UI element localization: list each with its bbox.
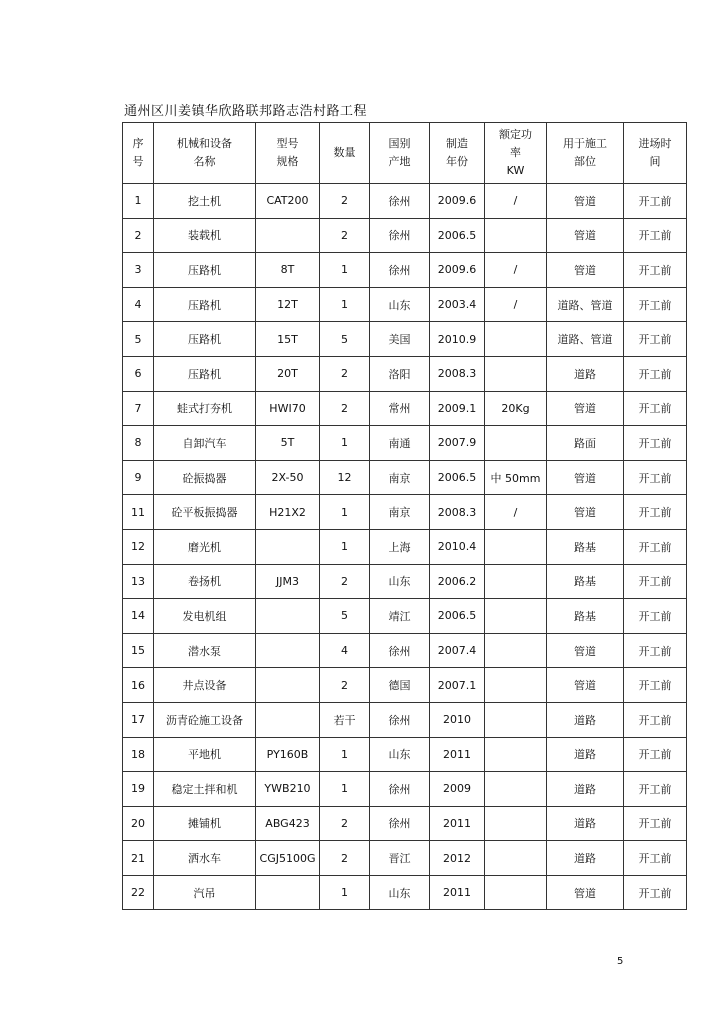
table-cell: 2X-50 (256, 460, 320, 495)
table-row (123, 875, 687, 910)
table-cell: 2 (320, 218, 370, 253)
table-cell: 5 (320, 599, 370, 634)
table-cell: CAT200 (256, 184, 320, 219)
table-cell: 山东 (370, 737, 430, 772)
table-cell: 沥青砼施工设备 (154, 702, 256, 737)
table-cell: 1 (123, 184, 154, 219)
table-cell: 道路、管道 (547, 322, 624, 357)
table-cell: 2007.1 (430, 668, 485, 703)
table-cell: 12 (123, 529, 154, 564)
table-cell: 开工前 (624, 460, 687, 495)
table-cell: 1 (320, 772, 370, 807)
table-cell: 开工前 (624, 218, 687, 253)
table-cell: 1 (320, 529, 370, 564)
table-row (123, 599, 687, 634)
table-cell: 开工前 (624, 391, 687, 426)
table-cell: 15 (123, 633, 154, 668)
table-row (123, 737, 687, 772)
table-cell: 洒水车 (154, 841, 256, 876)
table-cell: 砼平板振捣器 (154, 495, 256, 530)
table-cell: 道路 (547, 702, 624, 737)
column-header (256, 123, 320, 184)
table-cell: 4 (123, 287, 154, 322)
table-cell: 道路 (547, 772, 624, 807)
table-cell: / (485, 184, 547, 219)
table-cell: 发电机组 (154, 599, 256, 634)
table-cell: 开工前 (624, 426, 687, 461)
table-cell: 1 (320, 875, 370, 910)
table-cell: 徐州 (370, 184, 430, 219)
table-cell: 2 (320, 841, 370, 876)
table-row (123, 495, 687, 530)
table-cell: 砼振捣器 (154, 460, 256, 495)
column-header (123, 123, 154, 184)
table-cell: 2010 (430, 702, 485, 737)
table-cell: 2010.4 (430, 529, 485, 564)
column-header-line: 序 (132, 137, 144, 150)
table-cell: 开工前 (624, 841, 687, 876)
table-cell: 晋江 (370, 841, 430, 876)
column-header-line: 型号 (276, 137, 299, 150)
table-cell: 开工前 (624, 322, 687, 357)
table-cell: H21X2 (256, 495, 320, 530)
column-header-line: 进场时 (638, 137, 672, 150)
table-cell: 管道 (547, 875, 624, 910)
table-cell: 上海 (370, 529, 430, 564)
table-cell: 7 (123, 391, 154, 426)
table-cell: 2006.2 (430, 564, 485, 599)
table-row (123, 184, 687, 219)
table-row (123, 529, 687, 564)
column-header (624, 123, 687, 184)
table-row (123, 322, 687, 357)
table-cell: 20 (123, 806, 154, 841)
table-cell: 道路 (547, 356, 624, 391)
table-cell: 14 (123, 599, 154, 634)
table-cell: 徐州 (370, 806, 430, 841)
table-cell: 12 (320, 460, 370, 495)
equipment-table (122, 122, 687, 910)
table-cell: ABG423 (256, 806, 320, 841)
column-header (370, 123, 430, 184)
table-row (123, 218, 687, 253)
table-cell: 开工前 (624, 668, 687, 703)
table-cell: 13 (123, 564, 154, 599)
table-cell: 17 (123, 702, 154, 737)
table-cell: 路基 (547, 564, 624, 599)
table-cell: 摊铺机 (154, 806, 256, 841)
table-cell (256, 668, 320, 703)
table-row (123, 356, 687, 391)
table-cell: 管道 (547, 253, 624, 288)
table-cell: 管道 (547, 633, 624, 668)
table-row (123, 460, 687, 495)
table-cell: 管道 (547, 460, 624, 495)
column-header-line: 号 (132, 155, 144, 168)
document-title: 通州区川姜镇华欣路联邦路志浩村路工程 (124, 104, 368, 119)
table-cell: 9 (123, 460, 154, 495)
column-header (154, 123, 256, 184)
table-cell: 路基 (547, 599, 624, 634)
table-cell: 压路机 (154, 253, 256, 288)
table-cell: 2 (320, 356, 370, 391)
table-cell: 压路机 (154, 287, 256, 322)
table-cell (256, 702, 320, 737)
table-cell: 开工前 (624, 702, 687, 737)
table-cell: 徐州 (370, 633, 430, 668)
table-cell (256, 633, 320, 668)
table-cell (256, 218, 320, 253)
table-cell: PY160B (256, 737, 320, 772)
table-cell: 开工前 (624, 875, 687, 910)
table-row (123, 633, 687, 668)
table-cell (256, 875, 320, 910)
table-cell: 2006.5 (430, 218, 485, 253)
table-cell: 中 50mm (485, 460, 547, 495)
table-cell: 2003.4 (430, 287, 485, 322)
table-cell: 2010.9 (430, 322, 485, 357)
table-cell: 管道 (547, 668, 624, 703)
header-row (123, 123, 687, 184)
table-cell: 2007.9 (430, 426, 485, 461)
table-cell: 蛙式打夯机 (154, 391, 256, 426)
table-cell: 2 (123, 218, 154, 253)
table-cell: 德国 (370, 668, 430, 703)
table-cell: 开工前 (624, 772, 687, 807)
table-cell: 1 (320, 287, 370, 322)
table-cell: 开工前 (624, 529, 687, 564)
table-cell: 2009 (430, 772, 485, 807)
table-cell: 自卸汽车 (154, 426, 256, 461)
table-cell: 18 (123, 737, 154, 772)
table-cell: 道路 (547, 806, 624, 841)
table-cell: 山东 (370, 875, 430, 910)
table-cell (485, 772, 547, 807)
column-header-line: 机械和设备 (177, 137, 232, 150)
column-header (430, 123, 485, 184)
table-cell (485, 875, 547, 910)
table-cell: 徐州 (370, 218, 430, 253)
table-cell: 15T (256, 322, 320, 357)
table-cell: 21 (123, 841, 154, 876)
table-cell: 2 (320, 668, 370, 703)
table-cell: 徐州 (370, 253, 430, 288)
table-cell: 徐州 (370, 702, 430, 737)
table-cell: / (485, 253, 547, 288)
column-header-line: 规格 (276, 155, 299, 168)
table-cell: 道路 (547, 737, 624, 772)
table-cell: HWI70 (256, 391, 320, 426)
table-cell: 南通 (370, 426, 430, 461)
column-header-line: KW (506, 164, 525, 177)
table-cell: 路基 (547, 529, 624, 564)
table-cell (485, 529, 547, 564)
table-cell: 2 (320, 391, 370, 426)
table-cell (485, 564, 547, 599)
table-cell: 平地机 (154, 737, 256, 772)
table-cell: 6 (123, 356, 154, 391)
table-cell: 22 (123, 875, 154, 910)
table-cell (485, 806, 547, 841)
column-header-line: 产地 (388, 155, 411, 168)
table-cell (485, 356, 547, 391)
table-cell: 管道 (547, 218, 624, 253)
table-cell: 装载机 (154, 218, 256, 253)
table-cell (485, 633, 547, 668)
table-row (123, 841, 687, 876)
column-header (547, 123, 624, 184)
table-cell (256, 599, 320, 634)
table-cell: 靖江 (370, 599, 430, 634)
table-cell: 开工前 (624, 287, 687, 322)
table-row (123, 253, 687, 288)
table-cell: 11 (123, 495, 154, 530)
table-body (123, 184, 687, 910)
table-cell (485, 218, 547, 253)
table-cell: 20Kg (485, 391, 547, 426)
table-cell: 山东 (370, 564, 430, 599)
table-cell: 磨光机 (154, 529, 256, 564)
column-header-line: 年份 (446, 155, 468, 168)
table-cell: 山东 (370, 287, 430, 322)
column-header-line: 国别 (388, 137, 411, 150)
table-cell: JJM3 (256, 564, 320, 599)
table-cell: 道路、管道 (547, 287, 624, 322)
table-cell: 1 (320, 426, 370, 461)
table-cell: 3 (123, 253, 154, 288)
table-cell: 若干 (320, 702, 370, 737)
column-header (485, 123, 547, 184)
table-header (123, 123, 687, 184)
table-cell: 2011 (430, 806, 485, 841)
table-cell: 5T (256, 426, 320, 461)
table-cell: 1 (320, 737, 370, 772)
table-cell: 2 (320, 806, 370, 841)
table-row (123, 391, 687, 426)
table-cell: 南京 (370, 495, 430, 530)
table-cell: / (485, 287, 547, 322)
column-header-line: 名称 (193, 155, 216, 168)
table-cell: 1 (320, 253, 370, 288)
table-cell: 2009.1 (430, 391, 485, 426)
table-cell: 2006.5 (430, 599, 485, 634)
table-cell: 2 (320, 564, 370, 599)
table-cell: 开工前 (624, 737, 687, 772)
table-cell: 2008.3 (430, 356, 485, 391)
table-cell: 2011 (430, 875, 485, 910)
table-cell: 洛阳 (370, 356, 430, 391)
column-header-line: 制造 (446, 137, 468, 150)
table-cell: 2011 (430, 737, 485, 772)
table-cell: 路面 (547, 426, 624, 461)
table-cell: 常州 (370, 391, 430, 426)
table-cell (485, 737, 547, 772)
table-cell: 开工前 (624, 806, 687, 841)
table-cell: 8 (123, 426, 154, 461)
table-row (123, 564, 687, 599)
table-cell: 压路机 (154, 322, 256, 357)
table-cell: 2006.5 (430, 460, 485, 495)
table-cell: 管道 (547, 495, 624, 530)
table-cell: 12T (256, 287, 320, 322)
table-row (123, 668, 687, 703)
table-cell (485, 841, 547, 876)
table-cell (485, 599, 547, 634)
table-cell: 19 (123, 772, 154, 807)
table-cell: 4 (320, 633, 370, 668)
table-cell: 井点设备 (154, 668, 256, 703)
table-cell: 卷扬机 (154, 564, 256, 599)
column-header-line: 部位 (574, 155, 596, 168)
column-header-line: 间 (649, 155, 661, 168)
table-cell (485, 426, 547, 461)
table-row (123, 702, 687, 737)
table-cell: 挖土机 (154, 184, 256, 219)
table-cell: CGJ5100G (256, 841, 320, 876)
column-header-line: 额定功 (499, 128, 532, 141)
table-cell: 2007.4 (430, 633, 485, 668)
table-row (123, 426, 687, 461)
table-cell: 汽吊 (154, 875, 256, 910)
table-cell: 开工前 (624, 184, 687, 219)
table-row (123, 806, 687, 841)
table-row (123, 287, 687, 322)
table-cell: 压路机 (154, 356, 256, 391)
table-cell: 开工前 (624, 564, 687, 599)
table-cell: 1 (320, 495, 370, 530)
table-cell: 2009.6 (430, 253, 485, 288)
table-cell: 开工前 (624, 633, 687, 668)
table-cell: 5 (320, 322, 370, 357)
table-cell: 2 (320, 184, 370, 219)
table-cell: 开工前 (624, 495, 687, 530)
table-cell (485, 702, 547, 737)
table-cell: 道路 (547, 841, 624, 876)
table-cell (256, 529, 320, 564)
column-header-line: 率 (510, 146, 521, 159)
table-cell: YWB210 (256, 772, 320, 807)
table-cell: 2012 (430, 841, 485, 876)
table-row (123, 772, 687, 807)
table-cell: 2009.6 (430, 184, 485, 219)
column-header (320, 123, 370, 184)
table-cell: 管道 (547, 184, 624, 219)
table-cell: 2008.3 (430, 495, 485, 530)
column-header-line: 用于施工 (563, 137, 607, 150)
table-cell: 20T (256, 356, 320, 391)
table-cell: 16 (123, 668, 154, 703)
table-cell: 徐州 (370, 772, 430, 807)
table-cell: 南京 (370, 460, 430, 495)
table-cell: 开工前 (624, 356, 687, 391)
column-header-line: 数量 (333, 146, 356, 159)
table-cell: 美国 (370, 322, 430, 357)
table-cell: 管道 (547, 391, 624, 426)
table-cell: 开工前 (624, 599, 687, 634)
table-cell: 稳定土拌和机 (154, 772, 256, 807)
table-cell (485, 668, 547, 703)
table-cell: / (485, 495, 547, 530)
table-cell: 开工前 (624, 253, 687, 288)
table-cell: 5 (123, 322, 154, 357)
table-cell: 潜水泵 (154, 633, 256, 668)
page-number: 5 (617, 956, 624, 967)
table-cell: 8T (256, 253, 320, 288)
table-cell (485, 322, 547, 357)
